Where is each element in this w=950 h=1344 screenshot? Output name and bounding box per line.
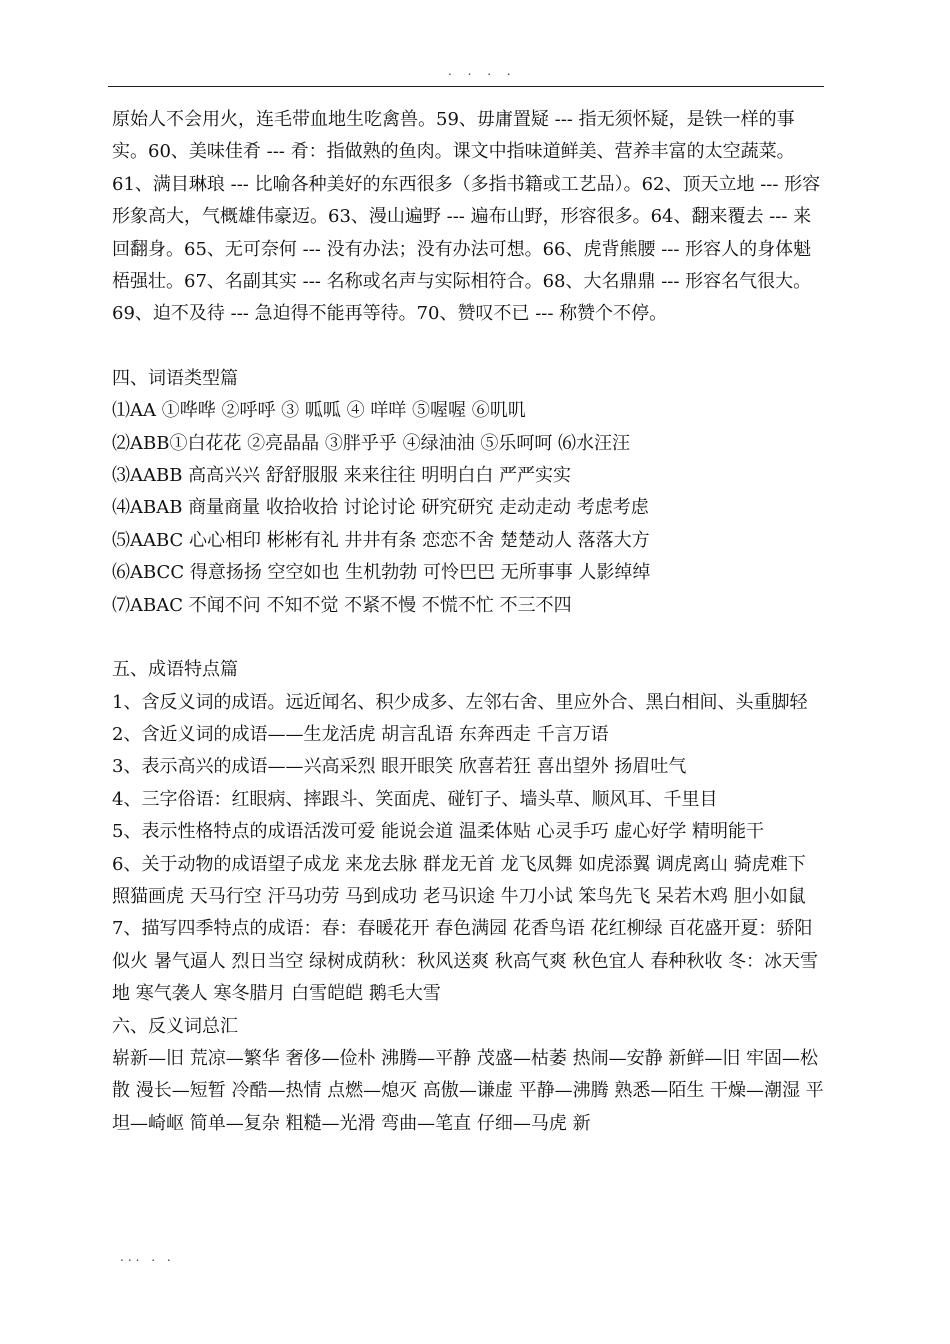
header-dots: . . . .: [448, 64, 517, 78]
section4-line: ⑴AA ①哗哗 ②呼呼 ③ 呱呱 ④ 咩咩 ⑤喔喔 ⑥叽叽: [112, 400, 526, 422]
section5-line: 6、关于动物的成语望子成龙 来龙去脉 群龙无首 龙飞凤舞 如虎添翼 调虎离山 骑虎难下 照猫画虎 天马行空 汗马功劳 马到成功 老马识途 牛刀小试 笨鸟先飞 呆若木鸡 胆小如鼠: [112, 853, 806, 907]
section6-line: 崭新—旧 荒凉—繁华 奢侈—俭朴 沸腾—平静 茂盛—枯萎 热闹—安静 新鲜—旧 牢固—松散 漫长—短暂 冷酷—热情 点燃—熄灭 高傲—谦虚 平静—沸腾 熟悉—陌生 干燥—潮湿 平坦—崎岖 简单—复杂 粗糙—光滑 弯曲—笔直 仔细—马虎 新: [112, 1047, 824, 1134]
section4-line: ⑶AABB 高高兴兴 舒舒服服 来来往往 明明白白 严严实实: [112, 465, 572, 487]
section5-line: 7、描写四季特点的成语：春：春暖花开 春色满园 花香鸟语 花红柳绿 百花盛开夏：骄阳似火 暑气逼人 烈日当空 绿树成荫秋：秋风送爽 秋高气爽 秋色宜人 春种秋收 冬：冰天雪地 寒气袭人 寒冬腊月 白雪皑皑 鹅毛大雪: [112, 918, 819, 1005]
spacer: [112, 622, 824, 654]
section6-title: 六、反义词总汇: [112, 1015, 238, 1037]
section5-line: 2、含近义词的成语——生龙活虎 胡言乱语 东奔西走 千言万语: [112, 723, 609, 745]
document-body: [112, 104, 824, 1140]
section5-line: 1、含反义词的成语。远近闻名、积少成多、左邻右舍、里应外合、黑白相间、头重脚轻: [112, 691, 808, 713]
intro-paragraph: 原始人不会用火，连毛带血地生吃禽兽。59、毋庸置疑 --- 指无须怀疑，是铁一样的事实。60、美味佳肴 --- 肴：指做熟的鱼肉。课文中指味道鲜美、营养丰富的太空蔬菜。61、满目琳琅 --- 比喻各种美好的东西很多（多指书籍或工艺品）。62、顶天立地 --- 形容形象高大，气概雄伟豪迈。63、漫山遍野 --- 遍布山野，形容很多。64、翻来覆去 --- 来回翻身。65、无可奈何 --- 没有办法；没有办法可想。66、虎背熊腰 --- 形容人的身体魁梧强壮。67、名副其实 --- 名称或名声与实际相符合。68、大名鼎鼎 --- 形容名气很大。69、迫不及待 --- 急迫得不能再等待。70、赞叹不已 --- 称赞个不停。: [112, 109, 821, 325]
header-rule: [108, 86, 824, 87]
section4-line: ⑷ABAB 商量商量 收拾收拾 讨论讨论 研究研究 走动走动 考虑考虑: [112, 497, 649, 519]
spacer: [112, 331, 824, 363]
section4-line: ⑺ABAC 不闻不问 不知不觉 不紧不慢 不慌不忙 不三不四: [112, 594, 572, 616]
section4-line: ⑹ABCC 得意扬扬 空空如也 生机勃勃 可怜巴巴 无所事事 人影绰绰: [112, 562, 651, 584]
section4-line: ⑵ABB①白花花 ②亮晶晶 ③胖乎乎 ④绿油油 ⑤乐呵呵 ⑹水汪汪: [112, 432, 631, 454]
section5-title: 五、成语特点篇: [112, 659, 238, 681]
section4-title: 四、词语类型篇: [112, 367, 238, 389]
footer-dots: ... . .: [120, 1250, 175, 1264]
section5-line: 5、表示性格特点的成语活泼可爱 能说会道 温柔体贴 心灵手巧 虚心好学 精明能干: [112, 821, 765, 843]
section5-line: 3、表示高兴的成语——兴高采烈 眼开眼笑 欣喜若狂 喜出望外 扬眉吐气: [112, 756, 687, 778]
section5-line: 4、三字俗语：红眼病、摔跟斗、笑面虎、碰钉子、墙头草、顺风耳、千里目: [112, 788, 718, 810]
section4-line: ⑸AABC 心心相印 彬彬有礼 井井有条 恋恋不舍 楚楚动人 落落大方: [112, 529, 650, 551]
